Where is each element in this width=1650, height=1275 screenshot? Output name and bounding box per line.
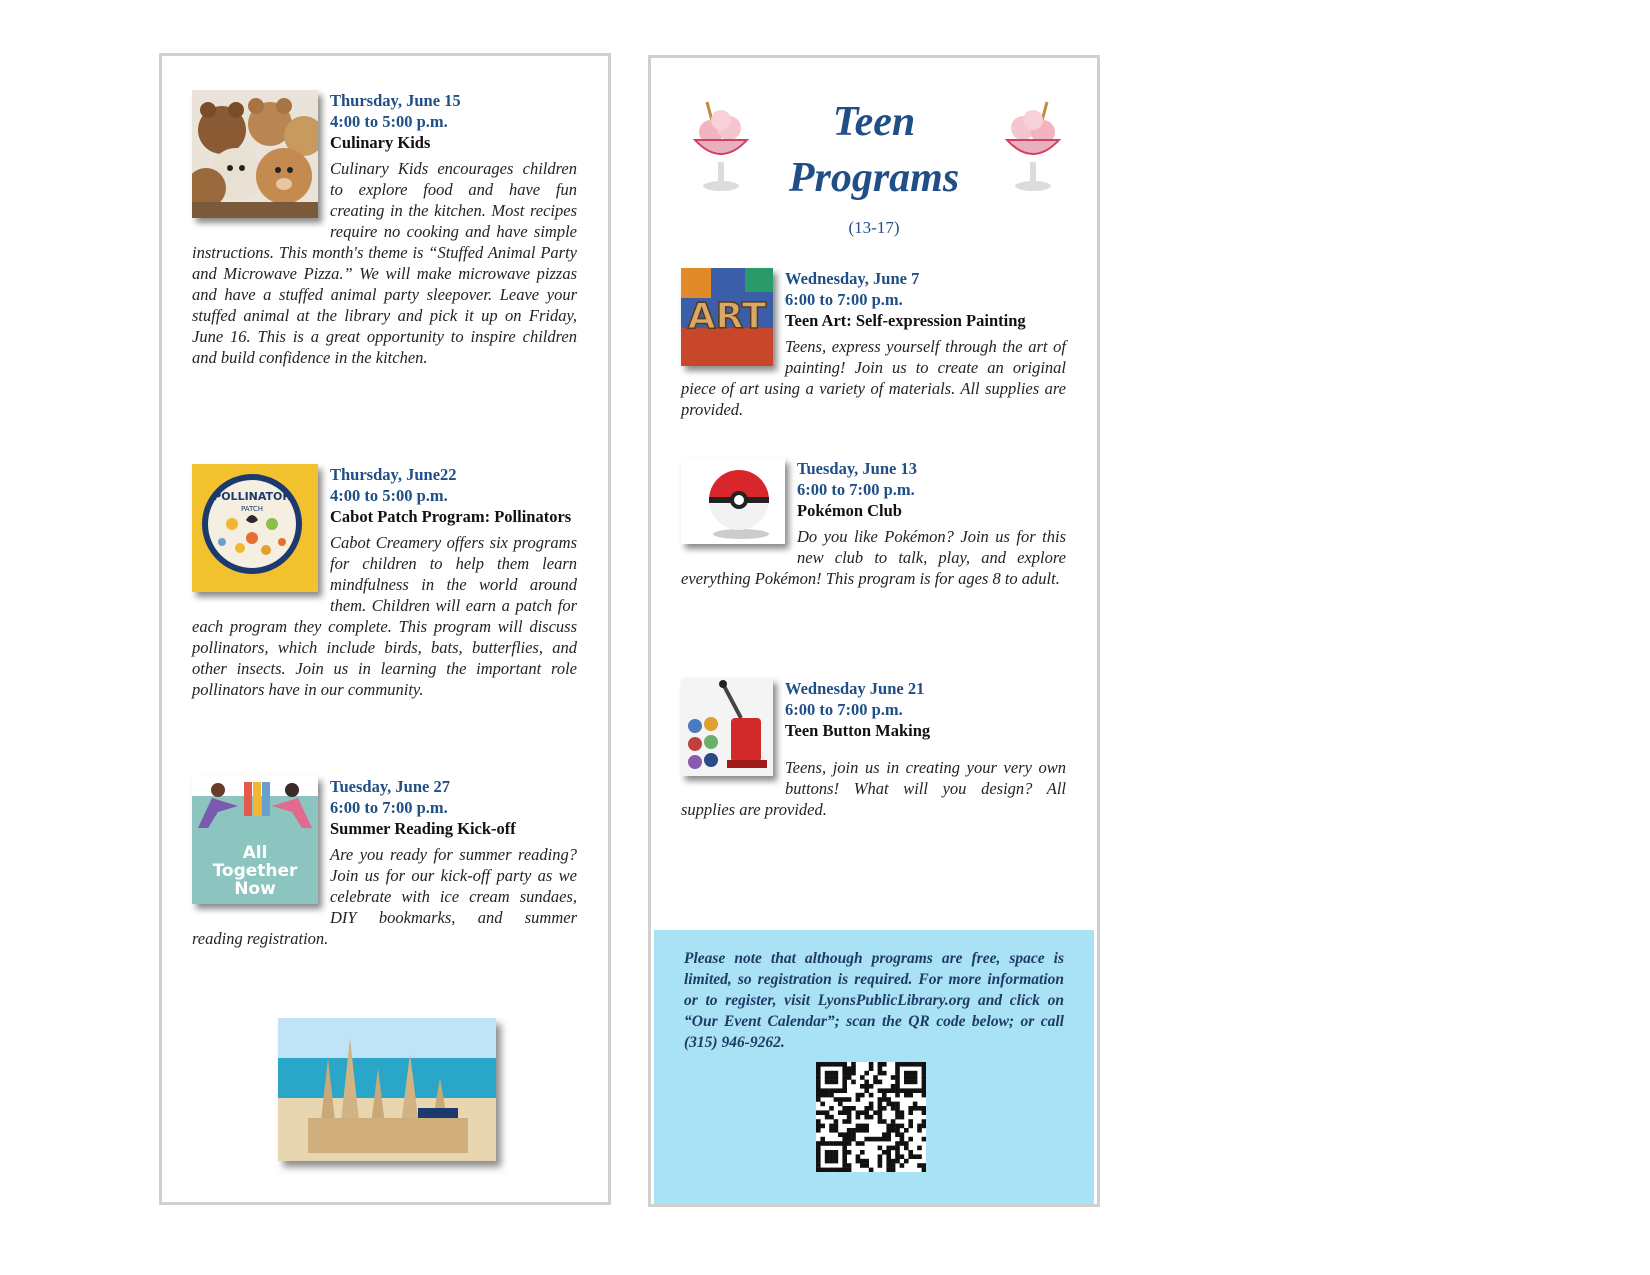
left-panel	[159, 53, 611, 1205]
all-together-now-image	[192, 776, 318, 904]
event-title: Summer Reading Kick-off	[330, 819, 516, 838]
event-date: Tuesday, June 13	[797, 459, 917, 478]
event-time: 4:00 to 5:00 p.m.	[330, 112, 448, 131]
event-date: Thursday, June22	[330, 465, 457, 484]
registration-note-box	[654, 930, 1094, 1204]
age-range: (13-17)	[848, 218, 900, 237]
event-description: Do you like Pokémon? Join us for this new club to talk, play, and explore everything Pokémon! This program is for ages 8 to adult.	[681, 527, 1066, 588]
event-culinary-kids	[192, 90, 577, 368]
patch-sublabel: PATCH	[240, 505, 264, 513]
event-date: Tuesday, June 27	[330, 777, 450, 796]
event-description: Teens, express yourself through the art of painting! Join us to create an original piece of art using a variety of materials. All supplies are provided.	[681, 337, 1066, 419]
event-summer-reading	[192, 776, 577, 949]
event-teen-art	[681, 268, 1066, 420]
event-title: Teen Button Making	[785, 721, 931, 740]
event-time: 6:00 to 7:00 p.m.	[330, 798, 448, 817]
pollinator-patch-image	[192, 464, 318, 592]
page-title	[651, 94, 1097, 206]
event-time: 4:00 to 5:00 p.m.	[330, 486, 448, 505]
art-letters-image	[681, 268, 773, 366]
logo-line-2: Together	[212, 861, 298, 881]
pokeball-image	[681, 458, 785, 544]
event-pokemon-club	[681, 458, 1066, 589]
patch-label: POLLINATOR	[213, 490, 291, 503]
sandcastle-image	[278, 1018, 496, 1161]
stuffed-animals-image	[192, 90, 318, 218]
event-title: Cabot Patch Program: Pollinators	[330, 507, 572, 526]
event-cabot-patch	[192, 464, 577, 700]
qr-code[interactable]	[816, 1062, 926, 1172]
right-panel	[648, 55, 1100, 1207]
event-title: Pokémon Club	[797, 501, 902, 520]
event-description: Teens, join us in creating your very own buttons! What will you design? All supplies are provided.	[681, 758, 1066, 819]
event-title: Culinary Kids	[330, 133, 431, 152]
logo-line-1: All	[242, 843, 268, 863]
event-description: Culinary Kids encourages children to explore food and have fun creating in the kitchen. Most recipes require no cooking and have simple instructions. This month's theme is “Stuffed Animal Party and Microwave Pizza.” We will make microwave pizzas and have a stuffed animal party sleepover. Leave your stuffed animal at the library and pick it up on Friday, June 16. This is a great opportunity to inspire children and build confidence in the kitchen.	[192, 159, 577, 367]
logo-line-3: Now	[234, 879, 276, 899]
title-line-1: Teen	[832, 99, 916, 145]
event-description: Cabot Creamery offers six programs for children to help them learn mindfulness in the world around them. Children will earn a patch for each program they complete. This program will discuss pollinators, which include birds, bats, butterflies, and other insects. Join us in learning the important role pollinators have in our community.	[192, 533, 577, 699]
event-time: 6:00 to 7:00 p.m.	[785, 290, 903, 309]
event-date: Thursday, June 15	[330, 91, 461, 110]
event-time: 6:00 to 7:00 p.m.	[797, 480, 915, 499]
button-maker-image	[681, 678, 773, 776]
event-time: 6:00 to 7:00 p.m.	[785, 700, 903, 719]
registration-note: Please note that although programs are free, space is limited, so registration is required. For more information or to register, visit LyonsPublicLibrary.org and click on “Our Event Calendar”; scan the QR code below; or call (315) 946-9262.	[684, 950, 1064, 1051]
art-word: ART	[687, 296, 767, 337]
event-button-making	[681, 678, 1066, 820]
event-date: Wednesday June 21	[785, 679, 925, 698]
event-title: Teen Art: Self-expression Painting	[785, 311, 1026, 330]
event-description: Are you ready for summer reading? Join us for our kick-off party as we celebrate with ice cream sundaes, DIY bookmarks, and summer reading registration.	[192, 845, 577, 948]
title-line-2: Programs	[788, 155, 960, 201]
event-date: Wednesday, June 7	[785, 269, 920, 288]
teen-programs-heading	[651, 94, 1097, 238]
